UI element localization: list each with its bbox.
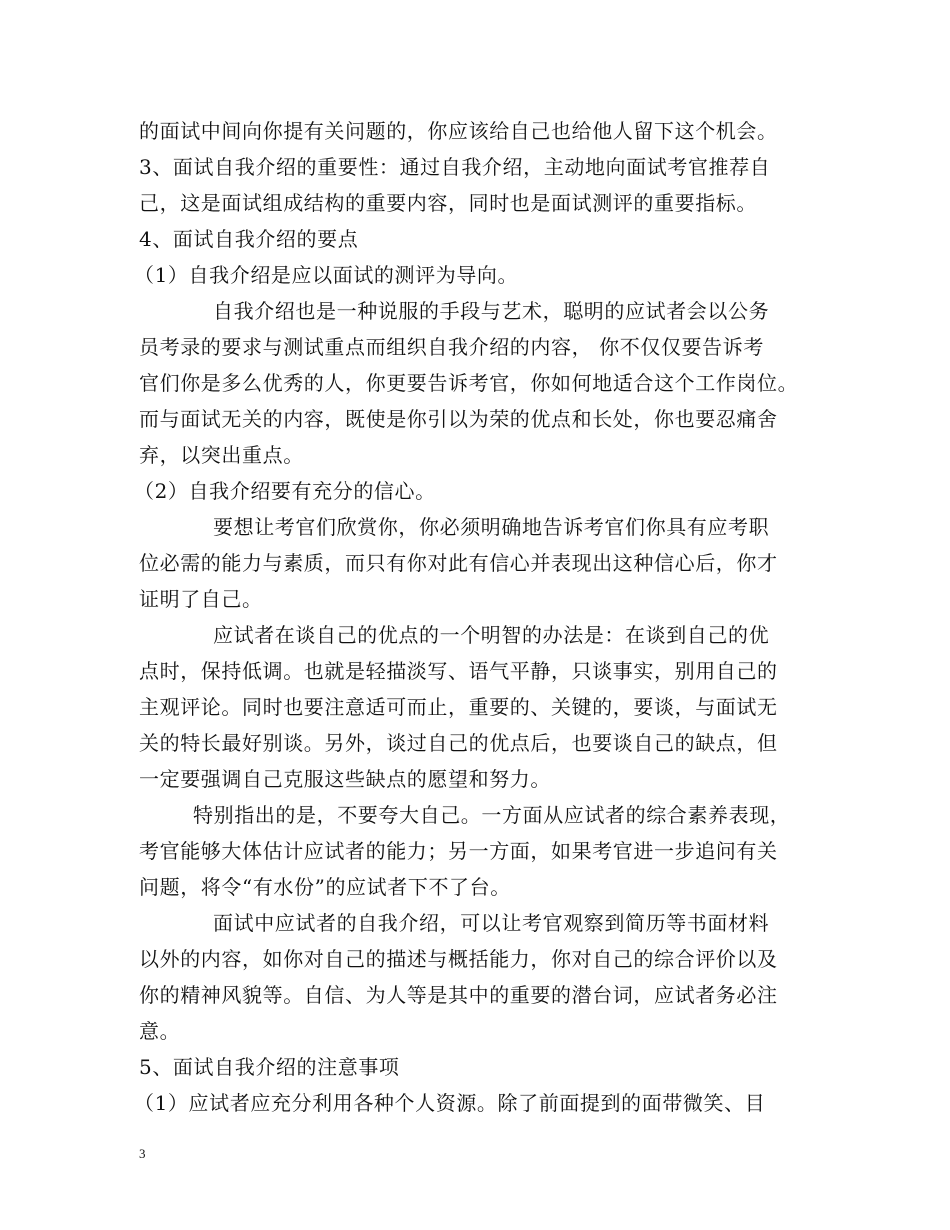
text-line: 弃，以突出重点。 [139, 443, 304, 467]
text-line: 主观评论。同时也要注意适可而止，重要的、关键的，要谈，与面试无 [139, 695, 778, 719]
text-line: 一定要强调自己克服这些缺点的愿望和努力。 [139, 767, 551, 791]
text-line: 特别指出的是，不要夸大自己。一方面从应试者的综合素养表现， [193, 803, 791, 827]
text-line: 而与面试无关的内容，既使是你引以为荣的优点和长处，你也要忍痛舍 [139, 407, 778, 431]
text-line: 应试者在谈自己的优点的一个明智的办法是：在谈到自己的优 [213, 623, 770, 647]
text-line: 官们你是多么优秀的人，你更要告诉考官，你如何地适合这个工作岗位。 [139, 371, 799, 395]
section-heading: 4、面试自我介绍的要点 [139, 227, 359, 251]
page-number: 3 [139, 1146, 146, 1161]
text-line: 员考录的要求与测试重点而组织自我介绍的内容， 你不仅仅要告诉考 [139, 335, 764, 359]
subsection-heading: （1）自我介绍是应以面试的测评为导向。 [134, 263, 519, 287]
text-line: 要想让考官们欣赏你，你必须明确地告诉考官们你具有应考职 [213, 515, 770, 539]
subsection-heading: （2）自我介绍要有充分的信心。 [134, 479, 436, 503]
text-line: 以外的内容，如你对自己的描述与概括能力，你对自己的综合评价以及 [139, 947, 778, 971]
text-line: 关的特长最好别谈。另外，谈过自己的优点后，也要谈自己的缺点，但 [139, 731, 778, 755]
text-line: 3、面试自我介绍的重要性：通过自我介绍，主动地向面试考官推荐自 [139, 155, 771, 179]
text-line: 问题，将令“有水份”的应试者下不了台。 [139, 875, 511, 899]
text-line: 点时，保持低调。也就是轻描淡写、语气平静，只谈事实，别用自己的 [139, 659, 778, 683]
text-line: 考官能够大体估计应试者的能力；另一方面，如果考官进一步追问有关 [139, 839, 778, 863]
text-line: 面试中应试者的自我介绍，可以让考官观察到简历等书面材料 [213, 911, 770, 935]
text-line: 自我介绍也是一种说服的手段与艺术，聪明的应试者会以公务 [213, 299, 770, 323]
text-line: 位必需的能力与素质，而只有你对此有信心并表现出这种信心后，你才 [139, 551, 778, 575]
subsection-heading: （1）应试者应充分利用各种个人资源。除了前面提到的面带微笑、目 [134, 1091, 766, 1115]
text-line: 意。 [139, 1019, 181, 1043]
text-line: 己，这是面试组成结构的重要内容，同时也是面试测评的重要指标。 [139, 191, 757, 215]
text-line: 你的精神风貌等。自信、为人等是其中的重要的潜台词，应试者务必注 [139, 983, 778, 1007]
text-line: 证明了自己。 [139, 587, 263, 611]
section-heading: 5、面试自我介绍的注意事项 [139, 1055, 400, 1079]
text-line: 的面试中间向你提有关问题的，你应该给自己也给他人留下这个机会。 [139, 119, 778, 143]
